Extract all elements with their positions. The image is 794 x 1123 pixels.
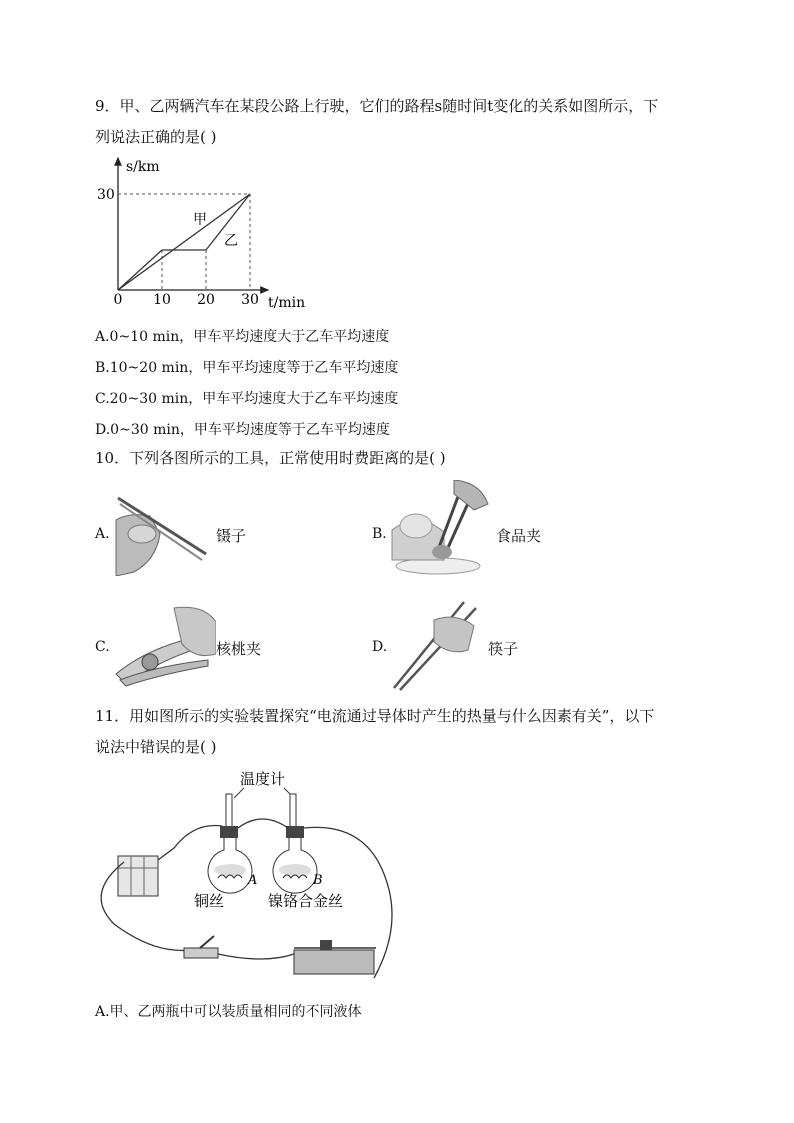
q9-option-a: A.0~10 min，甲车平均速度大于乙车平均速度 — [95, 329, 390, 345]
q9-option-b: B.10~20 min，甲车平均速度等于乙车平均速度 — [95, 360, 399, 376]
x-axis-label: t/min — [268, 295, 306, 311]
copper-wire-label: 铜丝 — [194, 892, 225, 910]
nutcracker-image — [112, 604, 216, 688]
q9-stem-line1: 9．甲、乙两辆汽车在某段公路上行驶，它们的路程s随时间t变化的关系如图所示，下 — [95, 97, 659, 115]
q10-name-a: 镊子 — [216, 527, 247, 545]
series-label-yi: 乙 — [224, 233, 238, 249]
q10-letter-c: C. — [95, 639, 110, 655]
tweezers-image — [110, 490, 210, 576]
q10-name-b: 食品夹 — [496, 527, 542, 545]
q10-letter-b: B. — [372, 526, 387, 542]
q10-letter-d: D. — [372, 639, 388, 655]
q10-name-c: 核桃夹 — [216, 640, 262, 658]
food-tongs-image — [388, 480, 494, 578]
x-tick-label-20: 20 — [197, 292, 215, 308]
resistor-b-label: B — [313, 873, 323, 888]
x-tick-label-30: 30 — [241, 292, 259, 308]
q9-distance-time-chart — [90, 152, 320, 314]
x-tick-label-0: 0 — [113, 292, 123, 308]
thermometer-label: 温度计 — [240, 770, 286, 788]
y-axis-label: s/km — [126, 159, 160, 175]
q10-letter-a: A. — [95, 526, 110, 542]
q9-stem-line2: 列说法正确的是( ) — [95, 128, 217, 146]
q10-name-d: 筷子 — [488, 640, 519, 658]
joule-heating-apparatus-diagram — [94, 764, 410, 990]
q10-stem: 10．下列各图所示的工具，正常使用时费距离的是( ) — [95, 449, 446, 467]
chopsticks-image — [390, 598, 482, 694]
q9-option-c: C.20~30 min，甲车平均速度大于乙车平均速度 — [95, 391, 399, 407]
resistor-a-label: A — [248, 873, 258, 888]
y-tick-label-30: 30 — [97, 187, 115, 203]
x-tick-label-10: 10 — [153, 292, 171, 308]
q11-option-a: A.甲、乙两瓶中可以装质量相同的不同液体 — [95, 1004, 362, 1020]
series-label-jia: 甲 — [193, 212, 207, 228]
q11-stem-line2: 说法中错误的是( ) — [95, 738, 217, 756]
q11-stem-line1: 11．用如图所示的实验装置探究“电流通过导体时产生的热量与什么因素有关”，以下 — [95, 707, 655, 725]
nichrome-wire-label: 镍铬合金丝 — [268, 892, 344, 910]
q9-option-d: D.0~30 min，甲车平均速度等于乙车平均速度 — [95, 422, 390, 438]
